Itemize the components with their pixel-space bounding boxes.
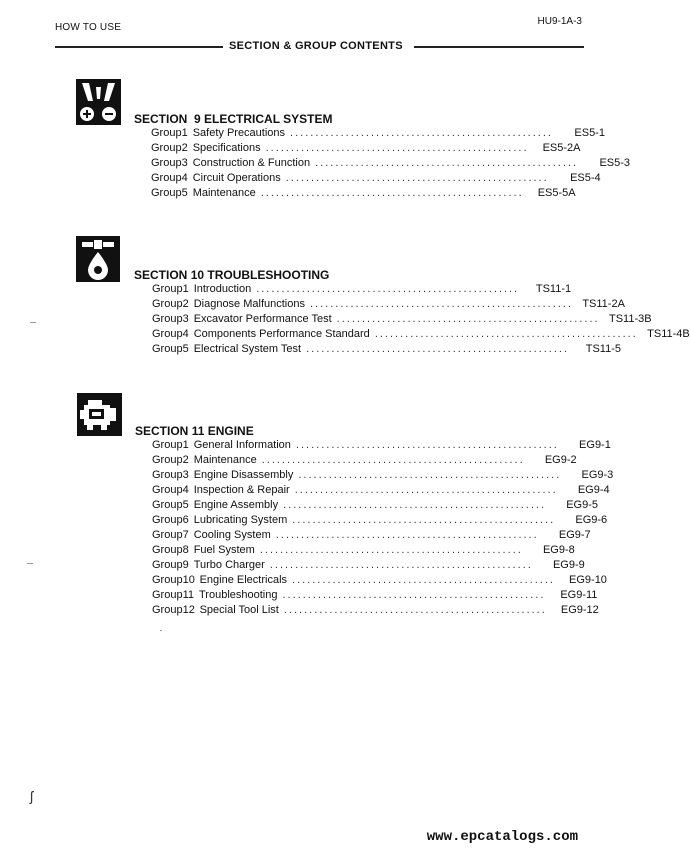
- scan-mark: [27, 563, 33, 564]
- group-number: 5: [182, 499, 189, 511]
- group-number: 6: [182, 514, 189, 526]
- group-label: Group: [152, 529, 183, 541]
- leader-dots: ....................................................: [256, 283, 520, 295]
- page-ref: TS11-1: [535, 283, 572, 295]
- leader-dots: ....................................................: [315, 157, 579, 169]
- section-9-title: [134, 112, 332, 126]
- leader-dots: ....................................................: [374, 328, 638, 340]
- group-number: 9: [182, 559, 189, 571]
- group-title: Lubricating System: [193, 514, 288, 526]
- group-label: Group: [151, 142, 182, 154]
- group-title: General Information: [193, 439, 291, 451]
- list-item: [152, 469, 614, 484]
- group-number: 5: [181, 187, 188, 199]
- group-number: 5: [182, 343, 189, 355]
- electrical-icon: [76, 79, 121, 125]
- group-title: Diagnose Malfunctions: [193, 298, 305, 310]
- page-title: SECTION & GROUP CONTENTS: [229, 40, 403, 52]
- group-title: Components Performance Standard: [193, 328, 370, 340]
- section-label: SECTION: [134, 112, 188, 126]
- group-label: Group: [152, 484, 183, 496]
- list-item: [151, 187, 576, 202]
- group-title: Fuel System: [193, 544, 255, 556]
- list-item: [152, 589, 598, 604]
- list-item: [152, 313, 652, 328]
- leader-dots: ....................................................: [265, 142, 529, 154]
- group-label: Group: [152, 454, 183, 466]
- list-item: [152, 283, 572, 298]
- group-title: Special Tool List: [199, 604, 279, 616]
- list-item: [151, 142, 581, 157]
- group-number: 2: [181, 142, 188, 154]
- section-11-title: [135, 424, 254, 438]
- list-item: [151, 172, 601, 187]
- leader-dots: ....................................................: [298, 469, 562, 481]
- engine-icon: [77, 393, 122, 436]
- group-title: Maintenance: [193, 454, 257, 466]
- list-item: [152, 328, 690, 343]
- group-number: 1: [182, 439, 189, 451]
- leader-dots: ....................................................: [283, 604, 547, 616]
- page-ref: TS11-2A: [582, 298, 625, 310]
- section-label: SECTION: [134, 268, 188, 282]
- leader-dots: ....................................................: [290, 127, 553, 139]
- section-10-title: [134, 268, 329, 282]
- header-left-label: HOW TO USE: [55, 22, 122, 33]
- page-ref: EG9-11: [560, 589, 598, 601]
- group-title: Engine Disassembly: [193, 469, 294, 481]
- list-item: [152, 298, 625, 313]
- group-label: Group: [151, 187, 182, 199]
- group-number: 2: [182, 298, 189, 310]
- group-label: Group: [152, 574, 183, 586]
- group-label: Group: [152, 298, 183, 310]
- group-title: Electrical System Test: [193, 343, 302, 355]
- page-ref: EG9-7: [558, 529, 591, 541]
- group-title: Construction & Function: [192, 157, 311, 169]
- leader-dots: ....................................................: [310, 298, 573, 310]
- page-ref: EG9-2: [544, 454, 577, 466]
- page-ref: EG9-8: [542, 544, 575, 556]
- page-ref: ES5-3: [599, 157, 631, 169]
- group-title: Circuit Operations: [192, 172, 281, 184]
- page-ref: EG9-4: [577, 484, 610, 496]
- group-number: 4: [182, 484, 189, 496]
- group-label: Group: [152, 544, 183, 556]
- leader-dots: ....................................................: [292, 514, 556, 526]
- group-number: 3: [181, 157, 188, 169]
- leader-dots: ....................................................: [282, 589, 546, 601]
- group-number: 4: [181, 172, 188, 184]
- list-item: [152, 529, 591, 544]
- group-label: Group: [151, 157, 182, 169]
- group-number: 3: [182, 469, 189, 481]
- group-title: Troubleshooting: [199, 589, 278, 601]
- page-ref: ES5-5A: [537, 187, 576, 199]
- group-title: Inspection & Repair: [193, 484, 290, 496]
- group-title: Excavator Performance Test: [193, 313, 332, 325]
- group-title: Specifications: [192, 142, 261, 154]
- page-ref: ES5-4: [570, 172, 601, 184]
- group-title: Turbo Charger: [193, 559, 265, 571]
- group-number: 2: [182, 454, 189, 466]
- group-label: Group: [151, 172, 182, 184]
- list-item: [152, 454, 577, 469]
- group-title: Safety Precautions: [192, 127, 286, 139]
- list-item: [151, 157, 631, 172]
- group-label: Group: [152, 283, 183, 295]
- page-ref: TS11-3B: [609, 313, 652, 325]
- section-name: 10 TROUBLESHOOTING: [190, 268, 330, 282]
- group-title: Introduction: [193, 283, 252, 295]
- group-number: 1: [182, 283, 189, 295]
- group-label: Group: [152, 328, 183, 340]
- list-item: [152, 439, 611, 454]
- group-number: 12: [182, 604, 195, 616]
- leader-dots: ....................................................: [283, 499, 547, 511]
- page-ref: EG9-5: [566, 499, 599, 511]
- leader-dots: ....................................................: [275, 529, 539, 541]
- leader-dots: ....................................................: [261, 454, 525, 466]
- list-item: [152, 343, 622, 358]
- list-item: [152, 544, 575, 559]
- list-item: [152, 574, 607, 589]
- group-number: 3: [182, 313, 189, 325]
- page-ref: EG9-6: [575, 514, 608, 526]
- scan-mark: [30, 322, 36, 323]
- leader-dots: ....................................................: [285, 172, 549, 184]
- group-label: Group: [152, 559, 183, 571]
- section-label: SECTION: [135, 424, 189, 438]
- section-name: 9 ELECTRICAL SYSTEM: [194, 112, 333, 126]
- leader-dots: ....................................................: [336, 313, 600, 325]
- group-label: Group: [152, 589, 183, 601]
- group-number: 7: [182, 529, 189, 541]
- page-ref: EG9-3: [581, 469, 614, 481]
- group-title: Engine Assembly: [193, 499, 279, 511]
- group-number: 10: [182, 574, 195, 586]
- group-number: 4: [182, 328, 189, 340]
- list-item: [152, 484, 610, 499]
- document-code: HU9-1A-3: [537, 16, 582, 27]
- oil-drop-icon: [76, 236, 120, 282]
- binding-mark: ʃ: [30, 788, 34, 804]
- group-title: Maintenance: [192, 187, 256, 199]
- leader-dots: ....................................................: [295, 439, 559, 451]
- group-title: Engine Electricals: [199, 574, 288, 586]
- header-rule-right: [414, 46, 584, 48]
- group-number: 11: [182, 589, 194, 601]
- leader-dots: ....................................................: [306, 343, 570, 355]
- list-item: [151, 127, 605, 142]
- page-ref: EG9-10: [569, 574, 607, 586]
- list-item: [152, 514, 608, 529]
- group-label: Group: [152, 313, 183, 325]
- leader-dots: ....................................................: [294, 484, 558, 496]
- page-ref: ES5-2A: [542, 142, 581, 154]
- group-label: Group: [151, 127, 182, 139]
- watermark: www.epcatalogs.com: [426, 829, 578, 845]
- list-item: [152, 559, 585, 574]
- leader-dots: ....................................................: [292, 574, 555, 586]
- page-ref: ES5-1: [574, 127, 605, 139]
- group-label: Group: [152, 469, 183, 481]
- header-rule-left: [55, 46, 223, 48]
- leader-dots: ....................................................: [260, 187, 524, 199]
- page-ref: EG9-9: [552, 559, 585, 571]
- leader-dots: ....................................................: [269, 559, 533, 571]
- group-number: 1: [181, 127, 188, 139]
- group-label: Group: [152, 514, 183, 526]
- list-item: [152, 604, 599, 619]
- page-ref: EG9-1: [579, 439, 611, 451]
- group-label: Group: [152, 343, 183, 355]
- section-name: 11 ENGINE: [191, 424, 254, 438]
- page-ref: EG9-12: [560, 604, 599, 616]
- page-ref: TS11-4B: [647, 328, 690, 340]
- group-number: 8: [182, 544, 189, 556]
- group-title: Cooling System: [193, 529, 271, 541]
- page-ref: TS11-5: [585, 343, 622, 355]
- scan-mark: [160, 630, 162, 631]
- group-label: Group: [152, 439, 183, 451]
- group-label: Group: [152, 604, 183, 616]
- leader-dots: ....................................................: [259, 544, 523, 556]
- list-item: [152, 499, 599, 514]
- group-label: Group: [152, 499, 183, 511]
